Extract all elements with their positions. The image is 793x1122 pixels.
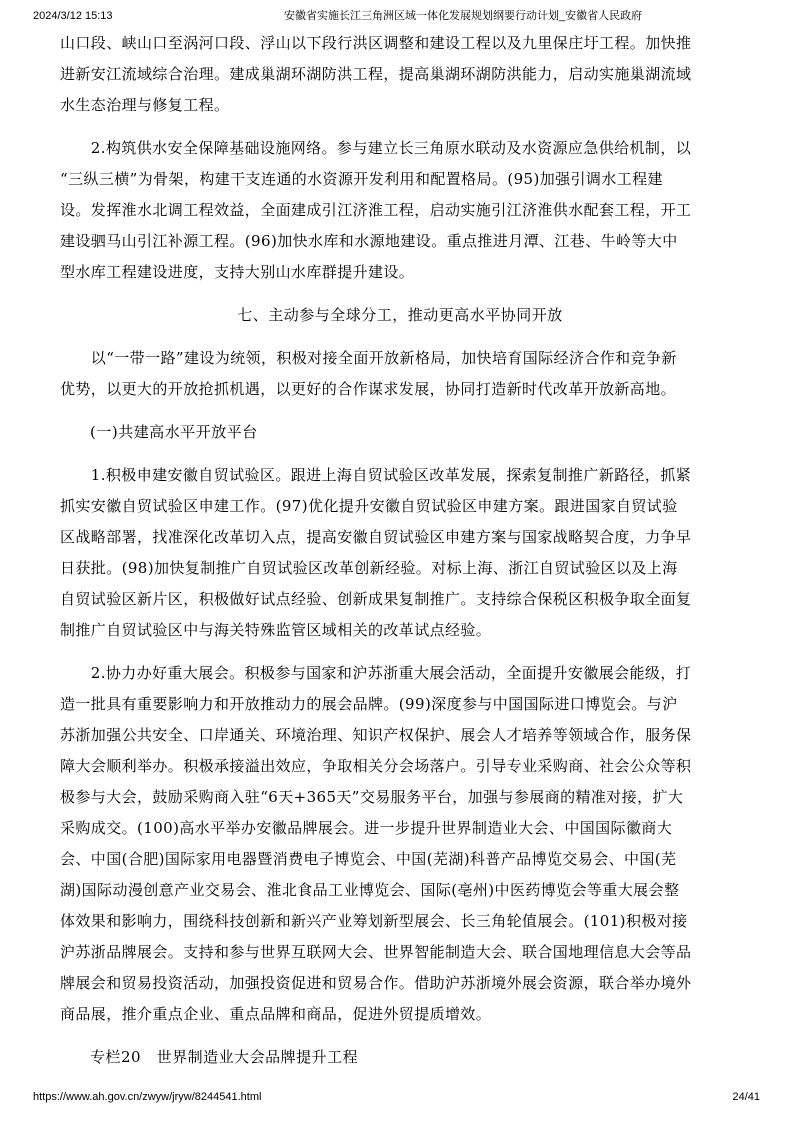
text-line: 建设驷马山引江补源工程。(96)加快水库和水源地建设。重点推进月潭、江巷、牛岭等大中 [60,232,678,250]
text-line: 极参与大会，鼓励采购商入驻“6天+365天”交易服务平台，加强与参展商的精准对接，扩大 [60,788,684,806]
column-heading: 专栏20 世界制造业大会品牌提升工程 [90,1048,359,1066]
text-line: 2.协力办好重大展会。积极参与国家和沪苏浙重大展会活动，全面提升安徽展会能级，打 [60,664,692,682]
page-url-link[interactable]: https://www.ah.gov.cn/zwyw/jryw/8244541.html [33,1091,262,1103]
text-line: 1.积极申建安徽自贸试验区。跟进上海自贸试验区改革发展，探索复制推广新路径，抓紧 [60,466,692,484]
text-line: 山口段、峡山口至涡河口段、浮山以下段行洪区调整和建设工程以及九里保庄圩工程。加快推 [60,34,692,52]
text-line: 2.构筑供水安全保障基础设施网络。参与建立长三角原水联动及水资源应急供给机制，以 [60,139,692,157]
text-line: 日获批。(98)加快复制推广自贸试验区改革创新经验。对标上海、浙江自贸试验区以及上海 [60,559,678,577]
text-line: 型水库工程建设进度，支持大别山水库群提升建设。 [60,263,415,281]
text-line: 障大会顺利举办。积极承接溢出效应，争取相关分会场落户。引导专业采购商、社会公众等积 [60,757,692,775]
text-line: 湖)国际动漫创意产业交易会、淮北食品工业博览会、国际(亳州)中医药博览会等重大展会整 [60,881,680,899]
text-line: 以“一带一路”建设为统领，积极对接全面开放新格局，加快培育国际经济合作和竞争新 [60,349,677,367]
page-number: 24/41 [732,1091,760,1103]
text-line: 采购成交。(100)高水平举办安徽品牌展会。进一步提升世界制造业大会、中国国际徽商大 [60,819,673,837]
text-line: 商品展，推介重点企业、重点品牌和商品，促进外贸提质增效。 [60,1005,492,1023]
text-line: 进新安江流域综合治理。建成巢湖环湖防洪工程，提高巢湖环湖防洪能力，启动实施巢湖流域 [60,65,692,83]
text-line: 制推广自贸试验区中与海关特殊监管区域相关的改革试点经验。 [60,621,492,639]
document-body [60,28,740,1073]
text-line: 水生态治理与修复工程。 [60,96,230,114]
text-line: 沪苏浙品牌展会。支持和参与世界互联网大会、世界智能制造大会、联合国地理信息大会等品 [60,943,692,961]
text-line: 苏浙加强公共安全、口岸通关、环境治理、知识产权保护、展会人才培养等领域合作，服务保 [60,726,692,744]
text-line: 牌展会和贸易投资活动，加强投资促进和贸易合作。借助沪苏浙境外展会资源，联合举办境外 [60,974,692,992]
text-line: 区战略部署，找准深化改革切入点，提高安徽自贸试验区申建方案与国家战略契合度，力争早 [60,528,692,546]
section-heading: 七、主动参与全球分工，推动更高水平协同开放 [237,306,563,324]
text-line: 造一批具有重要影响力和开放推动力的展会品牌。(99)深度参与中国国际进口博览会。与沪 [60,695,678,713]
text-line: 优势，以更大的开放抢抓机遇，以更好的合作谋求发展，协同打造新时代改革开放新高地。 [60,380,677,398]
page-header-title: 安徽省实施长江三角洲区域一体化发展规划纲要行动计划_安徽省人民政府 [284,10,643,22]
text-line: 抓实安徽自贸试验区申建工作。(97)优化提升安徽自贸试验区申建方案。跟进国家自贸试验 [60,497,678,515]
paragraph-free-trade-zone [60,460,740,646]
text-line: 会、中国(合肥)国际家用电器暨消费电子博览会、中国(芜湖)科普产品博览交易会、中国(芜 [60,850,677,868]
text-line: 设。发挥淮水北调工程效益，全面建成引江济淮工程，启动实施引江济淮供水配套工程，开工 [60,201,692,219]
paragraph-exhibitions [60,658,740,1030]
paragraph-flood-control [60,28,740,121]
paragraph-opening-intro [60,343,740,405]
text-line: 自贸试验区新片区，积极做好试点经验、创新成果复制推广。支持综合保税区积极争取全面复 [60,590,692,608]
subsection-heading: (一)共建高水平开放平台 [90,423,258,441]
paragraph-water-supply [60,133,740,288]
text-line: “三纵三横”为骨架，构建干支连通的水资源开发利用和配置格局。(95)加强引调水工程建 [60,170,663,188]
print-datetime: 2024/3/12 15:13 [33,10,113,22]
text-line: 体效果和影响力，围绕科技创新和新兴产业筹划新型展会、长三角轮值展会。(101)积极对接 [60,912,688,930]
